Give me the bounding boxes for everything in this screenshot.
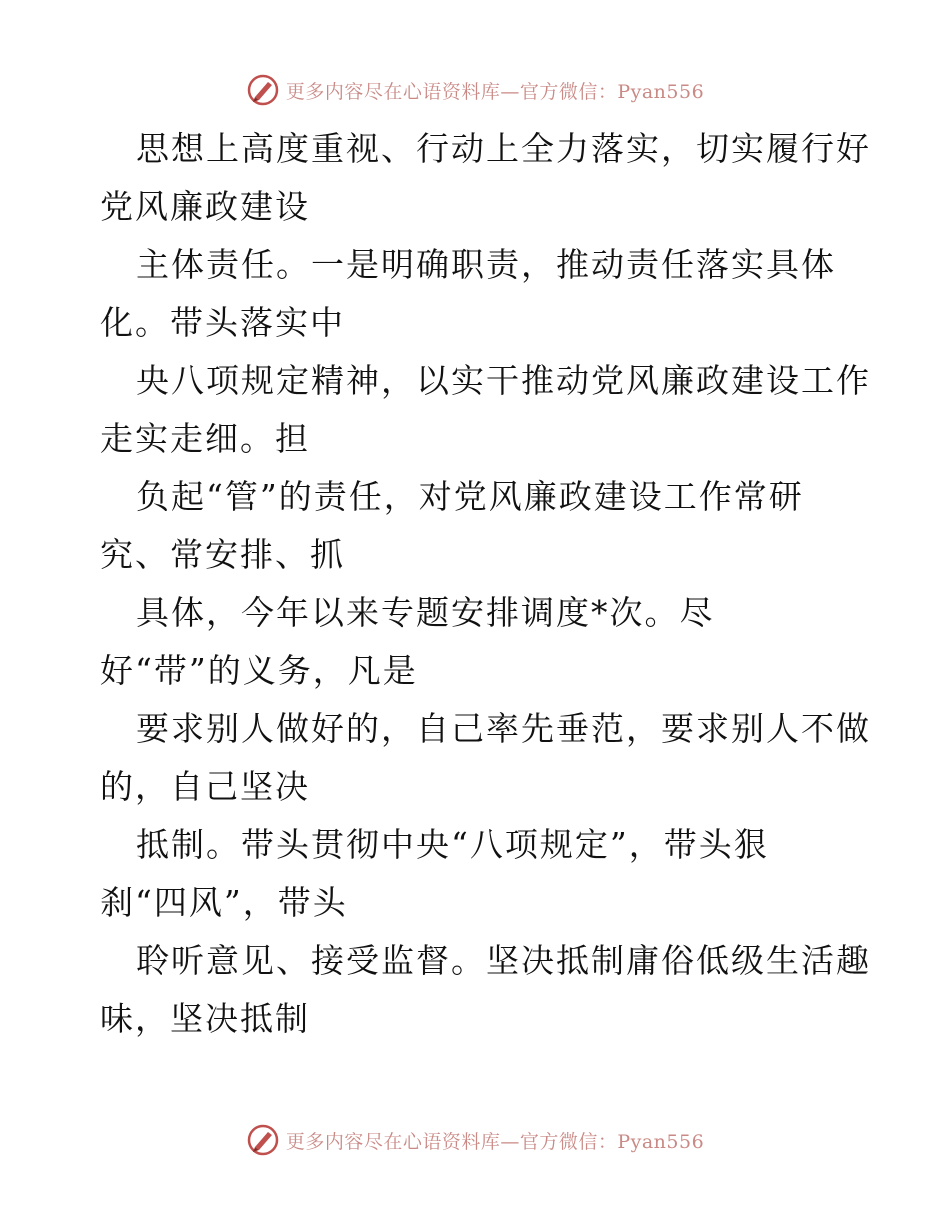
- text-line-5: 央八项规定精神，以实干推动党风廉政建设工作: [136, 361, 871, 400]
- text-line-14: 刹“四风”，带头: [100, 883, 348, 922]
- text-line-7: 负起“管”的责任，对党风廉政建设工作常研: [136, 477, 804, 516]
- document-body: [100, 120, 871, 1048]
- text-line-3: 主体责任。一是明确职责，推动责任落实具体: [136, 245, 836, 284]
- text-line-1: 思想上高度重视、行动上全力落实，切实履行好: [136, 129, 871, 168]
- text-line-16: 味，坚决抵制: [100, 999, 310, 1038]
- text-line-8: 究、常安排、抓: [100, 535, 345, 574]
- pen-logo-icon: [246, 73, 280, 107]
- pen-logo-icon: [246, 1123, 280, 1157]
- text-line-9: 具体，今年以来专题安排调度*次。尽: [136, 593, 715, 632]
- header-watermark: [0, 70, 950, 110]
- text-line-11: 要求别人做好的，自己率先垂范，要求别人不做: [136, 709, 871, 748]
- text-line-15: 聆听意见、接受监督。坚决抵制庸俗低级生活趣: [136, 941, 871, 980]
- footer-watermark: [0, 1120, 950, 1160]
- text-line-12: 的，自己坚决: [100, 767, 310, 806]
- text-line-2: 党风廉政建设: [100, 187, 310, 226]
- watermark-text: 更多内容尽在心语资料库—官方微信：Pyan556: [285, 1130, 705, 1153]
- watermark-text: 更多内容尽在心语资料库—官方微信：Pyan556: [285, 80, 705, 103]
- text-line-4: 化。带头落实中: [100, 303, 345, 342]
- text-line-13: 抵制。带头贯彻中央“八项规定”，带头狠: [136, 825, 769, 864]
- text-line-10: 好“带”的义务，凡是: [100, 651, 418, 690]
- text-line-6: 走实走细。担: [100, 419, 310, 458]
